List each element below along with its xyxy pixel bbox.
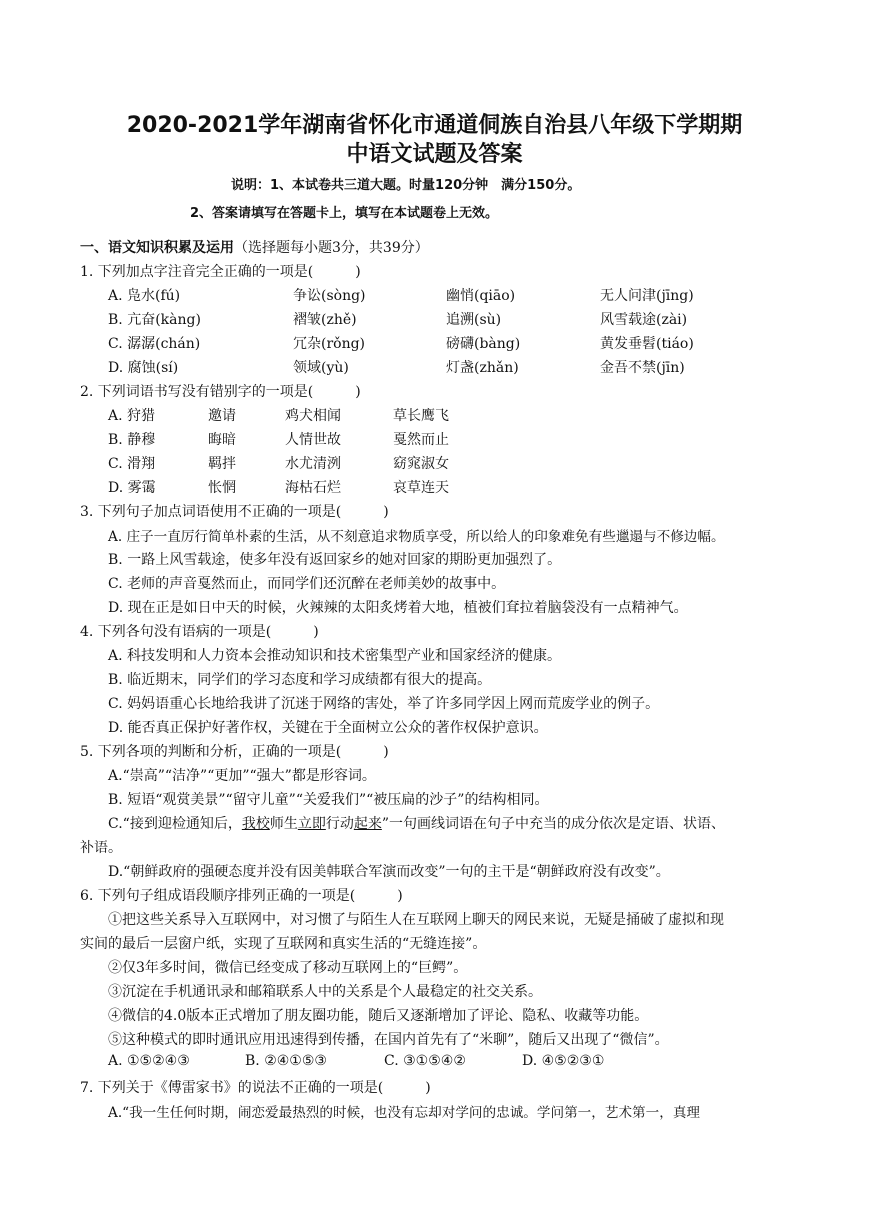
q6-option-b: B. ②④①⑤③ bbox=[245, 1053, 327, 1069]
question-3-option-c: C. 老师的声音戛然而止，而同学们还沉醉在老师美妙的故事中。 bbox=[108, 576, 506, 592]
question-6-sentence-3: ③沉淀在手机通讯录和邮箱联系人中的关系是个人最稳定的社交关系。 bbox=[108, 984, 542, 1000]
question-5-stem: 5. 下列各项的判断和分析，正确的一项是( ) bbox=[80, 744, 389, 760]
q5-c-underlined-1: 我校 bbox=[241, 816, 270, 832]
q6-option-c: C. ③①⑤④② bbox=[384, 1053, 466, 1069]
q1-b-1: B. 亢奋(kàng) bbox=[108, 312, 201, 328]
q1-a-1: A. 凫水(fú) bbox=[108, 288, 181, 304]
q2-d-1: D. 雾霭 bbox=[108, 480, 156, 496]
question-2-row-a bbox=[108, 405, 508, 425]
q2-c-1: C. 滑翔 bbox=[108, 456, 156, 472]
q6-option-d: D. ④⑤②③① bbox=[522, 1053, 605, 1069]
q2-a-1: A. 狩猎 bbox=[108, 408, 156, 424]
q2-b-3: 人情世故 bbox=[285, 432, 341, 448]
question-4-option-c: C. 妈妈语重心长地给我讲了沉迷于网络的害处，举了许多同学因上网而荒废学业的例子。 bbox=[108, 696, 660, 712]
q2-d-2: 怅惘 bbox=[208, 480, 236, 496]
question-6-sentence-5: ⑤这种模式的即时通讯应用迅速得到传播，在国内首先有了“米聊”，随后又出现了“微信”。 bbox=[108, 1032, 669, 1048]
q2-c-4: 窈窕淑女 bbox=[393, 456, 449, 472]
q5-c-mid-2: 行动 bbox=[325, 816, 354, 832]
section-1-subtitle: （选择题每小题3分，共39分） bbox=[234, 240, 429, 256]
question-4-option-d: D. 能否真正保护好著作权，关键在于全面树立公众的著作权保护意识。 bbox=[108, 720, 548, 736]
question-5-option-a: A.“崇高”“洁净”“更加”“强大”都是形容词。 bbox=[108, 768, 376, 784]
q2-c-3: 水尤清洌 bbox=[285, 456, 341, 472]
q2-a-3: 鸡犬相闻 bbox=[285, 408, 341, 424]
q1-a-3: 幽悄(qiāo) bbox=[446, 288, 516, 304]
q2-a-4: 草长鹰飞 bbox=[393, 408, 449, 424]
q2-b-4: 戛然而止 bbox=[393, 432, 449, 448]
q2-b-1: B. 静穆 bbox=[108, 432, 156, 448]
q5-c-underlined-2: 立即 bbox=[297, 816, 326, 832]
question-6-options bbox=[108, 1053, 668, 1073]
question-6-stem: 6. 下列句子组成语段顺序排列正确的一项是( ) bbox=[80, 888, 403, 904]
question-7-stem: 7. 下列关于《傅雷家书》的说法不正确的一项是( ) bbox=[80, 1080, 431, 1096]
question-6-sentence-4: ④微信的4.0版本正式增加了朋友圈功能，随后又逐渐增加了评论、隐私、收藏等功能。 bbox=[108, 1008, 649, 1024]
q1-c-3: 磅礴(bàng) bbox=[446, 336, 521, 352]
q5-c-post: ”一句画线词语在句子中充当的成分依次是定语、状语、 bbox=[381, 816, 725, 832]
question-3-option-b: B. 一路上风雪载途，使多年没有返回家乡的她对回家的期盼更加强烈了。 bbox=[108, 552, 562, 568]
question-6-sentence-1-continued: 实间的最后一层窗户纸，实现了互联网和真实生活的“无缝连接”。 bbox=[80, 936, 487, 952]
q5-c-underlined-3: 起来 bbox=[353, 816, 382, 832]
q2-a-2: 邀请 bbox=[208, 408, 236, 424]
question-5-option-c bbox=[108, 813, 725, 833]
q1-c-2: 冗杂(rǒng) bbox=[293, 336, 366, 352]
q1-d-2: 领域(yù) bbox=[293, 360, 349, 376]
question-7-option-a: A.“我一生任何时期，闹恋爱最热烈的时候，也没有忘却对学问的忠诚。学问第一，艺术第一，真理 bbox=[108, 1105, 701, 1121]
question-2-row-b bbox=[108, 429, 508, 449]
q1-c-4: 黄发垂髫(tiáo) bbox=[600, 336, 694, 352]
question-3-option-a: A. 庄子一直厉行简单朴素的生活，从不刻意追求物质享受，所以给人的印象难免有些邋遢与不修边幅。 bbox=[108, 529, 725, 545]
q1-b-4: 风雪载途(zài) bbox=[600, 312, 688, 328]
q2-d-3: 海枯石烂 bbox=[285, 480, 341, 496]
question-5-option-b: B. 短语“观赏美景”“留守儿童”“关爱我们”“被压扁的沙子”的结构相同。 bbox=[108, 792, 549, 808]
q5-c-pre: C.“接到迎检通知后， bbox=[108, 816, 242, 832]
q6-option-a: A. ①⑤②④③ bbox=[108, 1053, 190, 1069]
question-6-sentence-2: ②仅3年多时间，微信已经变成了移动互联网上的“巨鳄”。 bbox=[108, 960, 468, 976]
q2-c-2: 羁拌 bbox=[208, 456, 236, 472]
q1-d-4: 金吾不禁(jīn) bbox=[600, 360, 685, 376]
q5-c-mid-1: 师生 bbox=[269, 816, 298, 832]
question-4-option-a: A. 科技发明和人力资本会推动知识和技术密集型产业和国家经济的健康。 bbox=[108, 648, 562, 664]
q1-d-1: D. 腐蚀(sí) bbox=[108, 360, 179, 376]
q1-b-3: 追溯(sù) bbox=[446, 312, 502, 328]
exam-title-line-2: 中语文试题及答案 bbox=[346, 142, 523, 167]
question-1-stem: 1. 下列加点字注音完全正确的一项是( ) bbox=[80, 264, 361, 280]
question-1-row-c bbox=[108, 333, 808, 353]
question-5-option-c-continued: 补语。 bbox=[80, 840, 122, 856]
question-2-row-d bbox=[108, 477, 508, 497]
question-1-row-a bbox=[108, 285, 808, 305]
question-1-row-b bbox=[108, 309, 808, 329]
question-4-option-b: B. 临近期末，同学们的学习态度和学习成绩都有很大的提高。 bbox=[108, 672, 492, 688]
instructions-line-1: 说明：1、本试卷共三道大题。时量120分钟 满分150分。 bbox=[231, 178, 581, 193]
question-5-option-d: D.“朝鲜政府的强硬态度并没有因美韩联合军演而改变”一句的主干是“朝鲜政府没有改变”。 bbox=[108, 864, 670, 880]
question-2-row-c bbox=[108, 453, 508, 473]
exam-title-line-1: 2020-2021学年湖南省怀化市通道侗族自治县八年级下学期期 bbox=[126, 113, 743, 138]
question-3-stem: 3. 下列句子加点词语使用不正确的一项是( ) bbox=[80, 504, 389, 520]
question-3-option-d: D. 现在正是如日中天的时候，火辣辣的太阳炙烤着大地，植被们耷拉着脑袋没有一点精神气。 bbox=[108, 600, 688, 616]
q2-d-4: 哀草连天 bbox=[393, 480, 449, 496]
q1-b-2: 褶皱(zhě) bbox=[293, 312, 357, 328]
section-1-heading bbox=[80, 237, 429, 257]
question-4-stem: 4. 下列各句没有语病的一项是( ) bbox=[80, 624, 319, 640]
q1-c-1: C. 潺潺(chán) bbox=[108, 336, 201, 352]
section-1-title: 一、语文知识积累及运用 bbox=[80, 240, 234, 256]
instructions-line-2: 2、答案请填写在答题卡上，填写在本试题卷上无效。 bbox=[190, 206, 499, 221]
q2-b-2: 晦暗 bbox=[208, 432, 236, 448]
question-6-sentence-1: ①把这些关系导入互联网中，对习惯了与陌生人在互联网上聊天的网民来说，无疑是捅破了虚拟和现 bbox=[108, 912, 724, 928]
question-1-row-d bbox=[108, 357, 808, 377]
q1-a-4: 无人问津(jīng) bbox=[600, 288, 694, 304]
q1-a-2: 争讼(sòng) bbox=[293, 288, 366, 304]
question-2-stem: 2. 下列词语书写没有错别字的一项是( ) bbox=[80, 384, 361, 400]
q1-d-3: 灯盏(zhǎn) bbox=[446, 360, 519, 376]
